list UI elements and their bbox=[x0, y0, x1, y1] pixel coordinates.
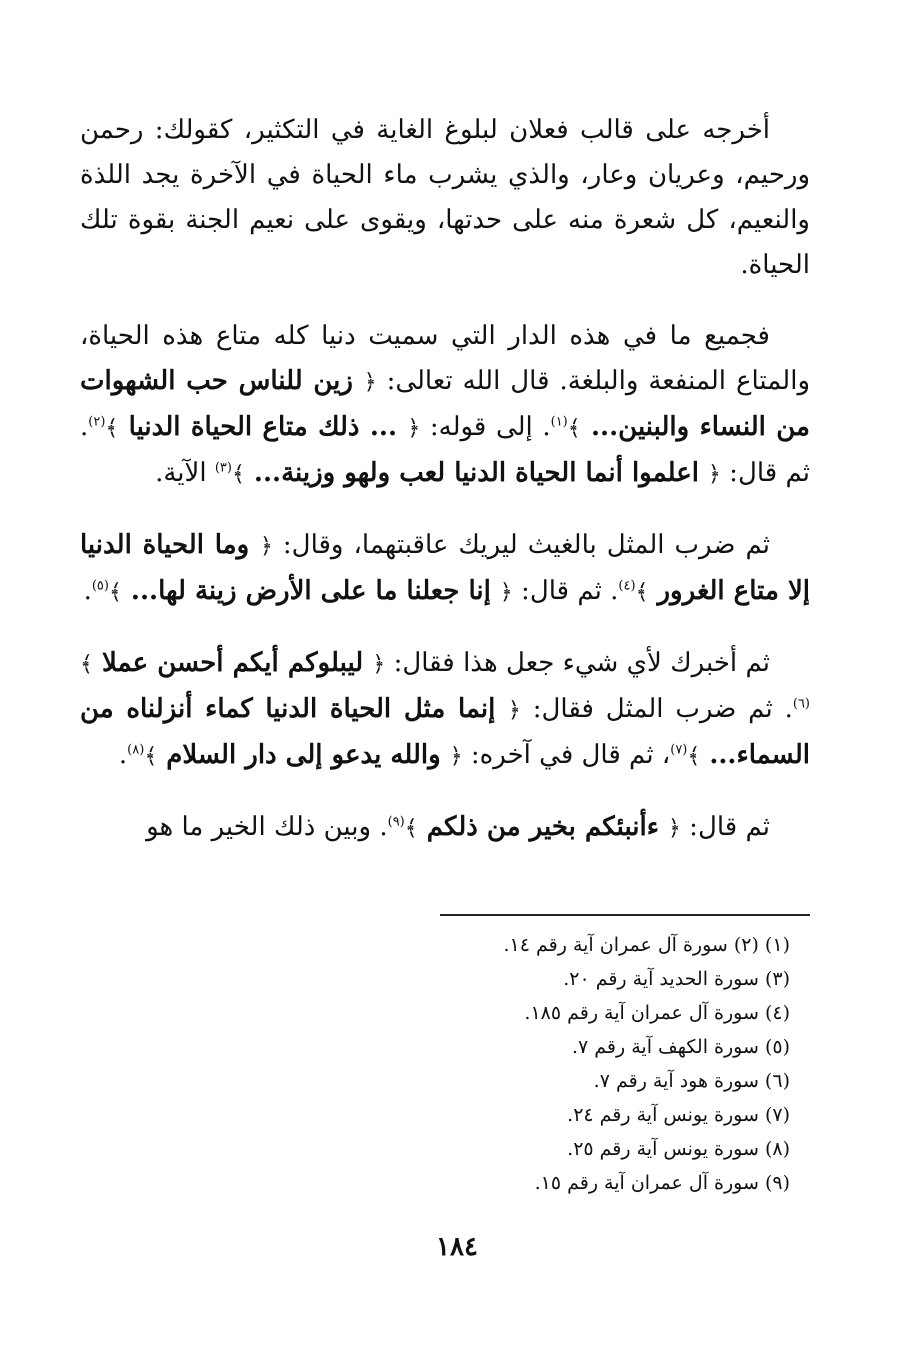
footnote: (٥) سورة الكهف آية رقم ٧. bbox=[571, 1036, 790, 1058]
ornate-bracket: ﴿ bbox=[372, 652, 386, 677]
body-text: أخرجه على قالب فعلان لبلوغ الغاية في التكثير، كقولك: رحمن ورحيم، وعريان وعار، والذي يشرب ماء الحياة في الآخرة يجد اللذة والنعيم، كل شعرة منه على حدتها، ويقوى على نعيم الجنة بقوة تلك الحياة. bbox=[80, 115, 810, 280]
quran-quote: ليبلوكم أيكم أحسن عملا bbox=[92, 648, 373, 678]
body-text: . وبين ذلك الخير ما هو bbox=[146, 812, 388, 842]
footnote-ref: (٩) bbox=[387, 814, 405, 830]
page-body bbox=[80, 108, 810, 877]
ornate-bracket: ﴾ bbox=[567, 416, 581, 441]
footnote: (٦) سورة هود آية رقم ٧. bbox=[593, 1070, 790, 1092]
quran-quote: والله يدعو إلى دار السلام bbox=[157, 740, 450, 770]
footnote-ref: (١) bbox=[550, 414, 568, 430]
body-text: ثم قال: bbox=[680, 812, 770, 842]
footnote: (٤) سورة آل عمران آية رقم ١٨٥. bbox=[524, 1002, 790, 1024]
footnote: (٨) سورة يونس آية رقم ٢٥. bbox=[567, 1138, 790, 1160]
quran-quote: ءأنبئكم بخير من ذلكم bbox=[417, 812, 669, 842]
body-text: فجميع ما في هذه الدار التي سميت دنيا كله متاع هذه الحياة، والمتاع المنفعة والبلغة. قال الله تعالى: bbox=[80, 321, 810, 396]
body-text: . إلى قوله: bbox=[420, 412, 551, 442]
body-text: . ثم ضرب المثل فقال: bbox=[520, 694, 793, 724]
footnote: (٩) سورة آل عمران آية رقم ١٥. bbox=[534, 1172, 790, 1194]
body-text: ، ثم قال في آخره: bbox=[462, 740, 671, 770]
body-text: الآية. bbox=[155, 458, 215, 488]
ornate-bracket: ﴾ bbox=[231, 462, 245, 487]
body-text: . bbox=[83, 576, 92, 606]
paragraph bbox=[80, 641, 810, 779]
footnotes-list bbox=[330, 928, 790, 1200]
footnote: (٣) سورة الحديد آية رقم ٢٠. bbox=[563, 968, 790, 990]
body-text: . ثم قال: bbox=[80, 412, 810, 488]
ornate-bracket: ﴿ bbox=[499, 580, 513, 605]
ornate-bracket: ﴾ bbox=[108, 580, 122, 605]
ornate-bracket: ﴾ bbox=[404, 816, 418, 841]
quran-quote: ... ذلك متاع الحياة الدنيا bbox=[118, 412, 408, 442]
quran-quote: زين للناس حب الشهوات من النساء والبنين... bbox=[80, 366, 810, 442]
quran-quote: إنا جعلنا ما على الأرض زينة لها... bbox=[121, 576, 500, 606]
paragraph bbox=[80, 108, 810, 288]
body-text: ثم ضرب المثل بالغيث ليريك عاقبتهما، وقال: bbox=[272, 530, 770, 560]
ornate-bracket: ﴿ bbox=[508, 698, 521, 723]
page-number: ١٨٤ bbox=[436, 1232, 478, 1262]
ornate-bracket: ﴿ bbox=[708, 462, 721, 487]
body-text: . ثم قال: bbox=[512, 576, 619, 606]
footnote-ref: (٨) bbox=[127, 742, 145, 758]
ornate-bracket: ﴿ bbox=[407, 416, 421, 441]
ornate-bracket: ﴾ bbox=[80, 652, 93, 677]
quran-quote: وما الحياة الدنيا إلا متاع الغرور bbox=[80, 530, 810, 606]
body-text: . bbox=[118, 740, 128, 770]
ornate-bracket: ﴿ bbox=[260, 534, 273, 559]
footnote-divider bbox=[440, 914, 810, 916]
ornate-bracket: ﴿ bbox=[449, 744, 463, 769]
footnote-ref: (٤) bbox=[618, 578, 636, 594]
footnote: (١) (٢) سورة آل عمران آية رقم ١٤. bbox=[503, 934, 790, 956]
body-text: ثم أخبرك لأي شيء جعل هذا فقال: bbox=[385, 648, 770, 678]
footnote-ref: (٧) bbox=[670, 742, 688, 758]
ornate-bracket: ﴾ bbox=[144, 744, 158, 769]
ornate-bracket: ﴿ bbox=[363, 370, 377, 395]
ornate-bracket: ﴾ bbox=[635, 580, 649, 605]
quran-quote: إنما مثل الحياة الدنيا كماء أنزلناه من السماء... bbox=[80, 694, 810, 770]
footnote-ref: (٦) bbox=[792, 696, 810, 712]
paragraph bbox=[80, 805, 810, 851]
ornate-bracket: ﴾ bbox=[105, 416, 119, 441]
ornate-bracket: ﴾ bbox=[687, 744, 701, 769]
footnote: (٧) سورة يونس آية رقم ٢٤. bbox=[567, 1104, 790, 1126]
paragraph bbox=[80, 314, 810, 497]
paragraph bbox=[80, 523, 810, 615]
footnote-ref: (٣) bbox=[214, 460, 232, 476]
footnote-ref: (٢) bbox=[88, 414, 106, 430]
quran-quote: اعلموا أنما الحياة الدنيا لعب ولهو وزينة... bbox=[244, 458, 709, 488]
ornate-bracket: ﴿ bbox=[668, 816, 681, 841]
footnote-ref: (٥) bbox=[91, 578, 109, 594]
